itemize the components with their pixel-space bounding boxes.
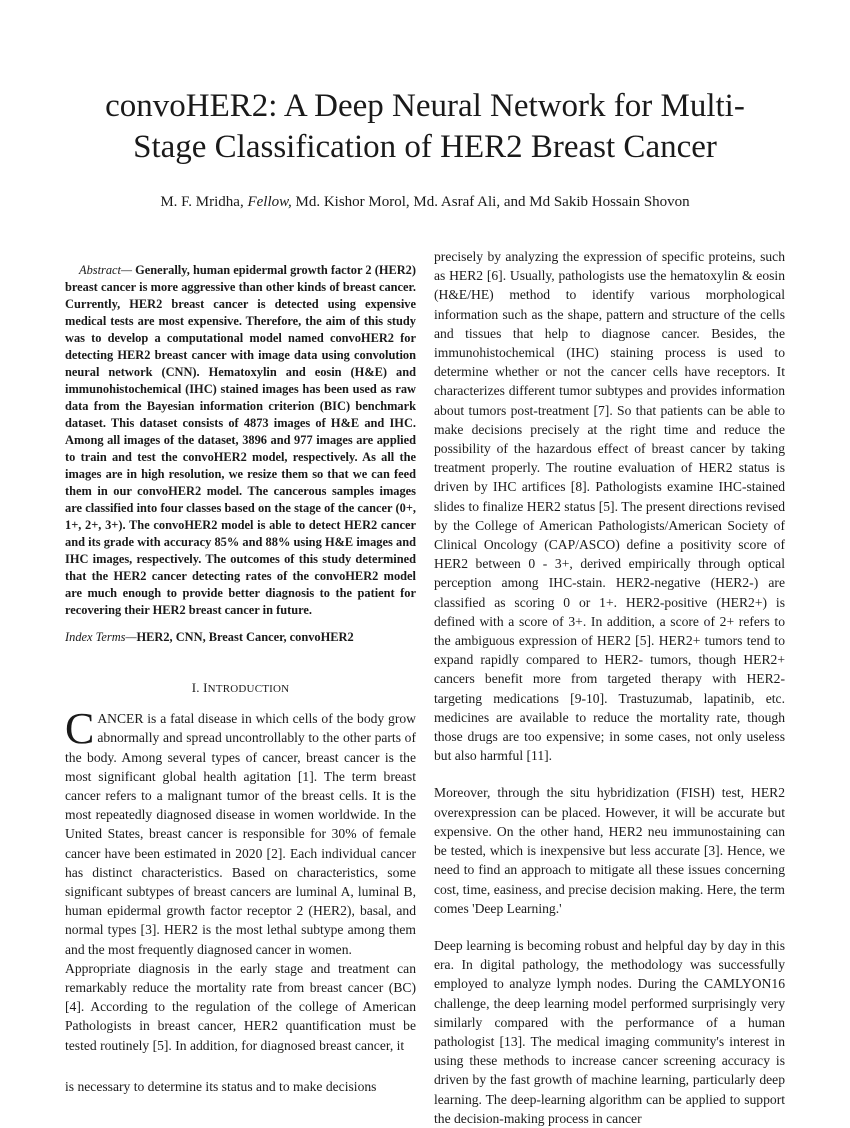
author-fellow-title: Fellow,: [247, 194, 292, 210]
paper-title: [60, 86, 790, 168]
author-list-rest: Md. Kishor Morol, Md. Asraf Ali, and Md Sakib Hossain Shovon: [295, 194, 690, 210]
intro-paragraph-1-text: ANCER is a fatal disease in which cells of the body grow abnormally and spread uncontrollably to the other parts of the body. Among several types of cancer, breast cancer is the most significant global health agitation [1]. The term breast cancer refers to a malignant tumor of the breast cells. It is the most repeatedly diagnosed disease in women worldwide. In the United States, breast cancer is responsible for 30% of female cancer have been estimated in 2020 [2]. Each individual cancer has distinct characteristics. Based on characteristics, some significant subtypes of breast cancers are luminal A, luminal B, human epidermal growth factor receptor 2 (HER2), basal, and normal types [3]. HER2 is the most lethal subtype among them and the most frequently diagnosed cancer in women.: [65, 711, 416, 957]
section-title-rest: NTRODUCTION: [207, 683, 290, 695]
right-paragraph-1: precisely by analyzing the expression of specific proteins, such as HER2 [6]. Usually, pathologists use the hematoxylin & eosin (H&E/HE) method to identify various morphological information such as the shape, pattern and structure of the cells and tissues that help to diagnose cancer. Besides, the immunohistochemical (IHC) staining process is used to determine whether or not the cancer cells have receptors. It characterizes different tumor subtypes and provides information about tumors post-treatment [7]. So that patients can be able to make decisions precisely at the right time and reduce the possibility of the hazardous effect of breast cancer by taking treatment properly. The routine evaluation of HER2 status is driven by IHC artifices [8]. Pathologists examine IHC-stained slides to finalize HER2 status [5]. The present directions revised by the College of American Pathologists/American Society of Clinical Oncology (CAP/ASCO) define a positivity score of HER2 between 0 - 3+, derived empirically through optical perception among IHC-stain. HER2-negative (HER2-) are classified as scoring 0 or 1+. HER2-positive (HER2+) is defined with a score of 3+. In addition, a score of 2+ refers to the ambiguous expression of HER2 [5]. HER2+ tumors tend to expand rapidly compared to HER2- tumors, though HER2+ cancers benefit more from targeted therapy with HER2-targeting medications [9-10]. Trastuzumab, lapatinib, etc. medicines are available to reduce the mortality rate, though those drugs are too expensive; in some cases, not only useless but also harmful [11].: [434, 249, 785, 764]
section-heading-introduction: [65, 678, 416, 699]
author-list-start: M. F. Mridha,: [160, 194, 244, 210]
index-terms-label: Index Terms—: [65, 630, 137, 644]
left-column: [65, 262, 416, 1096]
intro-paragraph-2: Appropriate diagnosis in the early stage and treatment can remarkably reduce the mortality rate from breast cancer (BC) [4]. According to the regulation of the college of American Pathologists in breast cancer, HER2 quantification must be tested routinely [5]. In addition, for diagnosed breast cancer, it: [65, 960, 416, 1053]
index-terms: [65, 629, 416, 646]
right-paragraph-3: Deep learning is becoming robust and helpful day by day in this era. In digital pathology, the methodology was successfully employed to analyze lymph nodes. During the CAMLYON16 challenge, the deep learning model performed surprisingly very similarly compared with the performance of a human pathologist [13]. The medical imaging community's interest in using these methods to increase cancer screening accuracy is driven by the fast growth of machine learning, particularly deep learning. The deep-learning algorithm can be applied to support the decision-making process in cancer: [434, 937, 785, 1126]
intro-paragraph-1: [65, 704, 416, 959]
paper-title-line-2: Stage Classification of HER2 Breast Cancer: [133, 129, 717, 165]
right-paragraph-2: Moreover, through the situ hybridization (FISH) test, HER2 overexpression can be placed. However, it will be accurate but expensive. On the other hand, HER2 neu immunostaining can be tested, which is inexpensive but less accurate [3]. Hence, we need to find an approach to mitigate all these issues concerning cost, time, easiness, and precise decision making. Here, the term comes 'Deep Learning.': [434, 785, 785, 916]
right-column: [434, 247, 785, 1128]
paragraph-gap: [434, 765, 785, 783]
drop-cap: C: [65, 704, 95, 754]
section-number: I.: [191, 680, 200, 695]
author-list: [40, 192, 810, 212]
paper-title-line-1: convoHER2: A Deep Neural Network for Multi-: [105, 88, 745, 124]
abstract-text: Generally, human epidermal growth factor 2 (HER2) breast cancer is more aggressive than other kinds of breast cancer. Currently, HER2 breast cancer is detected using expensive medical tests are most expensive. Therefore, the aim of this study was to develop a computational model named convoHER2 for detecting HER2 breast cancer with image data using convolution neural network (CNN). Hematoxylin and eosin (H&E) and immunohistochemical (IHC) stained images has been used as raw data from the Bayesian information criterion (BIC) benchmark dataset. This dataset consists of 4873 images of H&E and IHC. Among all images of the dataset, 3896 and 977 images are applied to train and test the convoHER2 model, respectively. As all the images are in high resolution, we resize them so that we can feed them in our convoHER2 model. The cancerous samples images are classified into four classes based on the stage of the cancer (0+, 1+, 2+, 3+). The convoHER2 model is able to detect HER2 cancer and its grade with accuracy 85% and 88% using H&E images and IHC images, respectively. The outcomes of this study determined that the HER2 cancer detecting rates of the convoHER2 model are much enough to provide better diagnosis to the patient for recovering their HER2 breast cancer in future.: [65, 263, 416, 617]
abstract: [65, 262, 416, 619]
intro-paragraph-3: is necessary to determine its status and to make decisions: [65, 1078, 377, 1094]
index-terms-text: HER2, CNN, Breast Cancer, convoHER2: [136, 630, 354, 644]
abstract-label: Abstract—: [79, 263, 133, 277]
section-title-initial: I: [203, 680, 208, 695]
paragraph-gap: [434, 918, 785, 936]
